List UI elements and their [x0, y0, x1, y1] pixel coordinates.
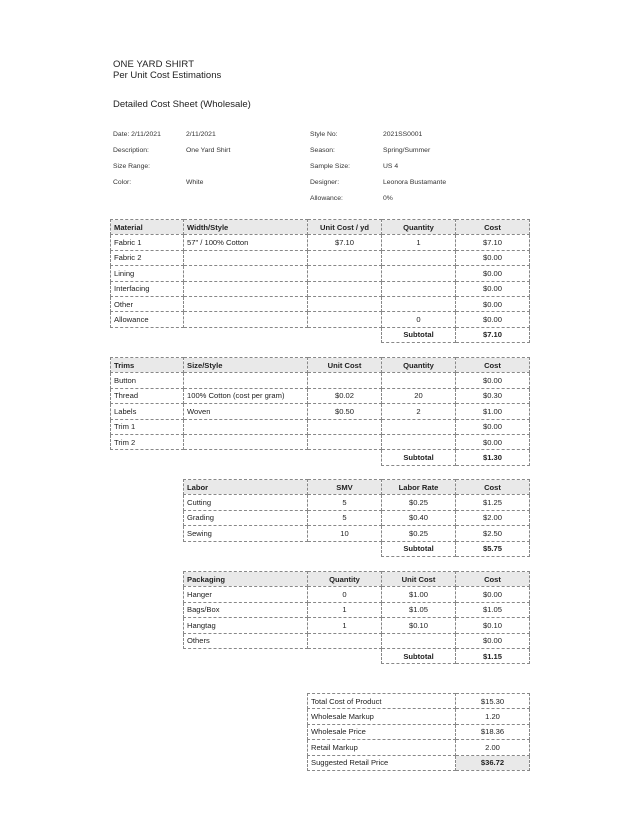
table-row	[308, 709, 530, 724]
header-cell: Quantity	[382, 358, 456, 373]
cell: $0.30	[456, 388, 530, 403]
cell: Lining	[111, 266, 184, 281]
table-row	[111, 434, 530, 449]
empty-cell	[111, 327, 184, 342]
subtotal-value: $1.30	[456, 450, 530, 465]
cell: $0.25	[382, 495, 456, 510]
designer-value: Leonora Bustamante	[383, 179, 447, 186]
cell: $0.50	[308, 404, 382, 419]
sheet-title: Detailed Cost Sheet (Wholesale)	[113, 99, 251, 110]
cell: $0.00	[456, 296, 530, 311]
header-cell: Cost	[456, 572, 530, 587]
subtotal-row	[184, 648, 530, 663]
table-header-row	[184, 572, 530, 587]
subtotal-value: $5.75	[456, 541, 530, 556]
header-cell: Material	[111, 220, 184, 235]
trims-table	[110, 357, 530, 466]
cell: Cutting	[184, 495, 308, 510]
cell: $0.25	[382, 526, 456, 541]
description-value: One Yard Shirt	[186, 147, 231, 154]
packaging-table	[183, 571, 530, 664]
cell: 2	[382, 404, 456, 419]
table-row	[111, 296, 530, 311]
empty-cell	[184, 541, 308, 556]
table-row	[184, 602, 530, 617]
header-cell: SMV	[308, 480, 382, 495]
table-row	[184, 633, 530, 648]
cell: 5	[308, 495, 382, 510]
header-cell: Width/Style	[184, 220, 308, 235]
season-value: Spring/Summer	[383, 147, 431, 154]
cell	[184, 281, 308, 296]
cell	[308, 281, 382, 296]
document-title: ONE YARD SHIRT	[113, 59, 195, 70]
cell: $0.00	[456, 633, 530, 648]
header-cell: Labor	[184, 480, 308, 495]
summary-table	[307, 693, 530, 771]
cell: $2.50	[456, 526, 530, 541]
allowance-value: 0%	[383, 195, 393, 202]
cell: $7.10	[308, 235, 382, 250]
cell: Bags/Box	[184, 602, 308, 617]
cell: Other	[111, 296, 184, 311]
cell: Labels	[111, 404, 184, 419]
cell	[382, 419, 456, 434]
table-header-row	[111, 358, 530, 373]
cell: Thread	[111, 388, 184, 403]
subtotal-row	[111, 450, 530, 465]
table-row	[111, 312, 530, 327]
cell	[308, 250, 382, 265]
color-value: White	[186, 179, 204, 186]
cell	[308, 373, 382, 388]
cell: $0.00	[456, 250, 530, 265]
table-row	[184, 526, 530, 541]
size-range-label: Size Range:	[113, 163, 151, 170]
header-cell: Cost	[456, 480, 530, 495]
cell	[308, 266, 382, 281]
subtotal-value: $7.10	[456, 327, 530, 342]
header-cell: Unit Cost	[308, 358, 382, 373]
cell: $1.05	[382, 602, 456, 617]
cell: Interfacing	[111, 281, 184, 296]
subtotal-label: Subtotal	[382, 541, 456, 556]
table-row	[111, 266, 530, 281]
table-row	[308, 724, 530, 739]
cell	[382, 373, 456, 388]
table-row	[111, 373, 530, 388]
header-cell: Quantity	[382, 220, 456, 235]
cell	[308, 434, 382, 449]
cell: $0.00	[456, 373, 530, 388]
suggested-retail-price-value: $36.72	[456, 755, 530, 770]
cell: Woven	[184, 404, 308, 419]
cell: 100% Cotton (cost per gram)	[184, 388, 308, 403]
table-row	[111, 250, 530, 265]
cell: Hanger	[184, 587, 308, 602]
cell	[184, 312, 308, 327]
cell: Fabric 2	[111, 250, 184, 265]
header-cell: Unit Cost / yd	[308, 220, 382, 235]
cell: 0	[382, 312, 456, 327]
cell: Fabric 1	[111, 235, 184, 250]
cell: $0.00	[456, 266, 530, 281]
cell	[308, 312, 382, 327]
cell: $0.00	[456, 419, 530, 434]
summary-label: Wholesale Price	[308, 724, 456, 739]
cell: $0.40	[382, 510, 456, 525]
style-no-value: 2021SS0001	[383, 131, 423, 138]
cell	[382, 633, 456, 648]
empty-cell	[184, 450, 308, 465]
subtotal-label: Subtotal	[382, 450, 456, 465]
header-cell: Trims	[111, 358, 184, 373]
cell: $0.10	[456, 618, 530, 633]
cell: 57" / 100% Cotton	[184, 235, 308, 250]
subtotal-row	[111, 327, 530, 342]
cell: 1	[308, 618, 382, 633]
sample-size-value: US 4	[383, 163, 399, 170]
header-cell: Unit Cost	[382, 572, 456, 587]
cell: Allowance	[111, 312, 184, 327]
cell: Trim 1	[111, 419, 184, 434]
table-row	[184, 495, 530, 510]
table-row	[111, 281, 530, 296]
table-row	[184, 510, 530, 525]
cell: 5	[308, 510, 382, 525]
cell: $1.05	[456, 602, 530, 617]
summary-label: Total Cost of Product	[308, 694, 456, 709]
header-cell: Cost	[456, 358, 530, 373]
cell	[382, 266, 456, 281]
summary-value: $18.36	[456, 724, 530, 739]
empty-cell	[308, 648, 382, 663]
empty-cell	[308, 327, 382, 342]
cell: $2.00	[456, 510, 530, 525]
cell: Hangtag	[184, 618, 308, 633]
empty-cell	[111, 450, 184, 465]
cell: Trim 2	[111, 434, 184, 449]
summary-value: 1.20	[456, 709, 530, 724]
header-cell: Size/Style	[184, 358, 308, 373]
cell: 10	[308, 526, 382, 541]
cell	[184, 419, 308, 434]
cell: Sewing	[184, 526, 308, 541]
empty-cell	[184, 327, 308, 342]
table-header-row	[111, 220, 530, 235]
cell	[382, 434, 456, 449]
cell: $1.00	[456, 404, 530, 419]
cell: $1.00	[382, 587, 456, 602]
cell: $0.00	[456, 312, 530, 327]
date-value: 2/11/2021	[186, 131, 216, 138]
cell	[308, 419, 382, 434]
cell: 1	[308, 602, 382, 617]
cell: $0.00	[456, 587, 530, 602]
cell: 20	[382, 388, 456, 403]
empty-cell	[308, 541, 382, 556]
cell: $7.10	[456, 235, 530, 250]
empty-cell	[184, 648, 308, 663]
cell: $0.10	[382, 618, 456, 633]
designer-label: Designer:	[310, 179, 340, 186]
subtotal-value: $1.15	[456, 648, 530, 663]
date-label: Date: 2/11/2021	[113, 131, 161, 138]
cell	[184, 266, 308, 281]
description-label: Description:	[113, 147, 149, 154]
summary-value: 2.00	[456, 740, 530, 755]
table-row	[184, 618, 530, 633]
summary-label: Wholesale Markup	[308, 709, 456, 724]
summary-label: Suggested Retail Price	[308, 755, 456, 770]
cell	[184, 434, 308, 449]
table-row	[111, 235, 530, 250]
table-header-row	[184, 480, 530, 495]
subtotal-row	[184, 541, 530, 556]
subtotal-label: Subtotal	[382, 648, 456, 663]
cell	[382, 281, 456, 296]
cell: Button	[111, 373, 184, 388]
table-row	[308, 740, 530, 755]
cell	[308, 296, 382, 311]
table-row	[308, 694, 530, 709]
header-cell: Quantity	[308, 572, 382, 587]
cell	[382, 250, 456, 265]
cell: $0.02	[308, 388, 382, 403]
cell: $1.25	[456, 495, 530, 510]
labor-table	[183, 479, 530, 557]
table-row	[111, 419, 530, 434]
table-row	[111, 404, 530, 419]
cell	[382, 296, 456, 311]
season-label: Season:	[310, 147, 335, 154]
header-cell: Packaging	[184, 572, 308, 587]
table-row	[111, 388, 530, 403]
cell: Grading	[184, 510, 308, 525]
table-row	[308, 755, 530, 770]
header-cell: Labor Rate	[382, 480, 456, 495]
cell: 1	[382, 235, 456, 250]
document-subtitle: Per Unit Cost Estimations	[113, 70, 222, 81]
cell: $0.00	[456, 281, 530, 296]
header-cell: Cost	[456, 220, 530, 235]
summary-value: $15.30	[456, 694, 530, 709]
material-table	[110, 219, 530, 343]
cell	[308, 633, 382, 648]
cell	[184, 296, 308, 311]
color-label: Color:	[113, 179, 132, 186]
cell	[184, 250, 308, 265]
table-row	[184, 587, 530, 602]
cell: $0.00	[456, 434, 530, 449]
style-no-label: Style No:	[310, 131, 338, 138]
cell: 0	[308, 587, 382, 602]
cell	[184, 373, 308, 388]
sample-size-label: Sample Size:	[310, 163, 351, 170]
empty-cell	[308, 450, 382, 465]
subtotal-label: Subtotal	[382, 327, 456, 342]
allowance-label: Allowance:	[310, 195, 343, 202]
summary-label: Retail Markup	[308, 740, 456, 755]
cell: Others	[184, 633, 308, 648]
